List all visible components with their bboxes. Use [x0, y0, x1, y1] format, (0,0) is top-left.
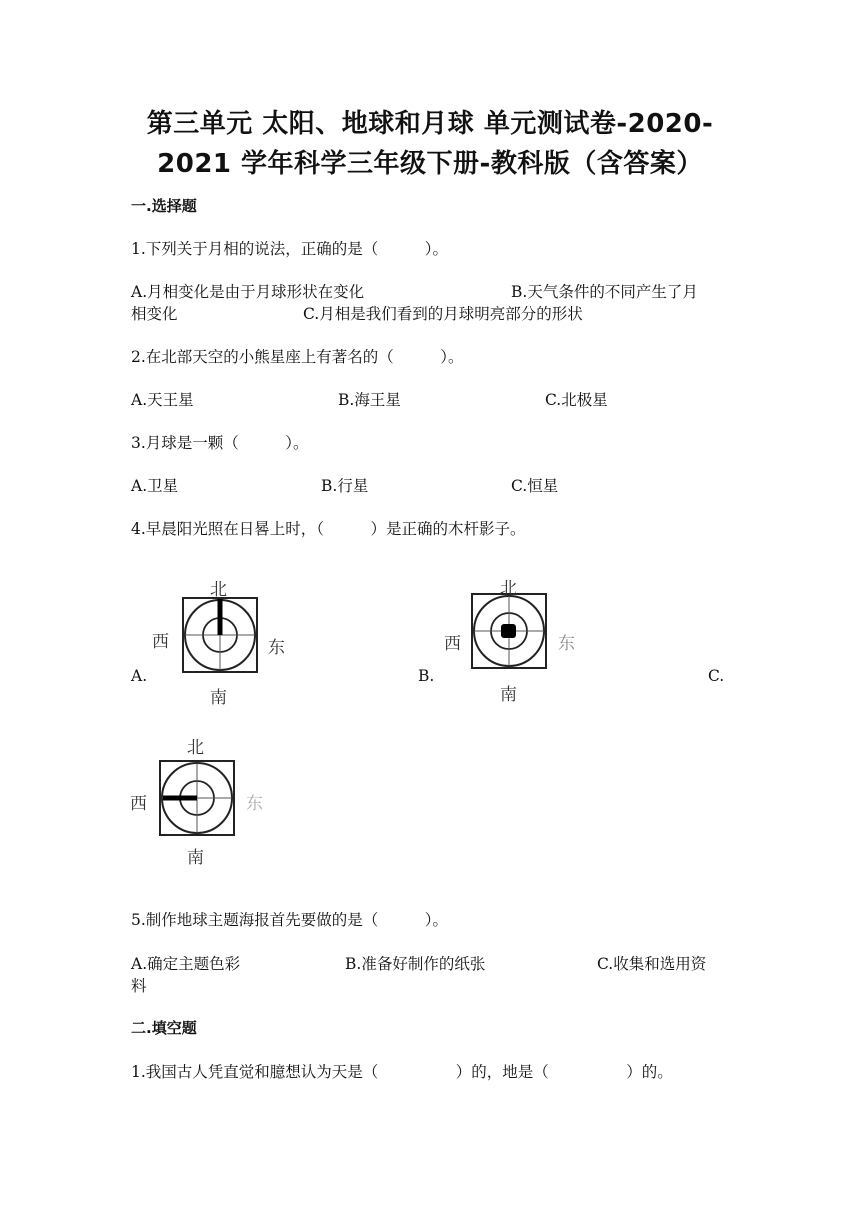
q1-option-b-continued: 相变化	[131, 305, 178, 323]
sundial-a-south: 南	[210, 688, 227, 708]
sundial-b-shadow	[501, 624, 516, 638]
sundial-a-east: 东	[268, 638, 285, 658]
q2-stem: 2.在北部天空的小熊星座上有著名的（ ）。	[131, 348, 464, 366]
q2-option-c: C.北极星	[545, 391, 608, 409]
q1-option-b: B.天气条件的不同产生了月	[511, 283, 698, 301]
sundial-c-south: 南	[187, 848, 204, 868]
q3-option-c: C.恒星	[511, 477, 559, 495]
section-choice-heading: 一.选择题	[131, 197, 197, 215]
section-fill-heading: 二.填空题	[131, 1019, 197, 1037]
q1-option-a: A.月相变化是由于月球形状在变化	[131, 283, 365, 301]
q4-option-c-label: C.	[708, 667, 725, 685]
sundial-b-south: 南	[500, 685, 517, 705]
sundial-b-east: 东	[558, 634, 575, 654]
sundial-b-north: 北	[500, 579, 517, 599]
q2-option-b: B.海王星	[338, 391, 401, 409]
q4-stem: 4.早晨阳光照在日晷上时，（ ）是正确的木杆影子。	[131, 520, 526, 538]
q5-option-b: B.准备好制作的纸张	[345, 955, 486, 973]
q5-option-c: C.收集和选用资	[597, 955, 707, 973]
fill1-stem: 1.我国古人凭直觉和臆想认为天是（ ）的，地是（ ）的。	[131, 1063, 673, 1081]
q3-option-a: A.卫星	[131, 477, 179, 495]
title-line-2: 2021 学年科学三年级下册-教科版（含答案）	[157, 149, 703, 179]
q3-stem: 3.月球是一颗（ ）。	[131, 434, 309, 452]
q4-option-a-label: A.	[131, 667, 148, 685]
q2-option-a: A.天王星	[131, 391, 194, 409]
sundial-a-west: 西	[152, 632, 169, 652]
title-line-1: 第三单元 太阳、地球和月球 单元测试卷-2020-	[146, 109, 714, 139]
q5-option-a: A.确定主题色彩	[131, 955, 241, 973]
sundial-a	[150, 575, 290, 708]
q5-stem: 5.制作地球主题海报首先要做的是（ ）。	[131, 911, 449, 929]
sundial-c	[130, 733, 270, 868]
q5-option-c-continued: 料	[131, 977, 147, 995]
sundial-c-west: 西	[130, 794, 147, 814]
sundial-c-east: 东	[246, 794, 263, 814]
q3-option-b: B.行星	[321, 477, 369, 495]
q1-option-c: C.月相是我们看到的月球明亮部分的形状	[303, 305, 583, 323]
q1-stem: 1.下列关于月相的说法，正确的是（ ）。	[131, 240, 449, 258]
document-title	[110, 104, 750, 184]
sundial-c-north: 北	[187, 738, 204, 758]
q4-option-b-label: B.	[418, 667, 435, 685]
sundial-b	[440, 572, 580, 705]
sundial-a-north: 北	[210, 580, 227, 600]
sundial-b-west: 西	[444, 634, 461, 654]
